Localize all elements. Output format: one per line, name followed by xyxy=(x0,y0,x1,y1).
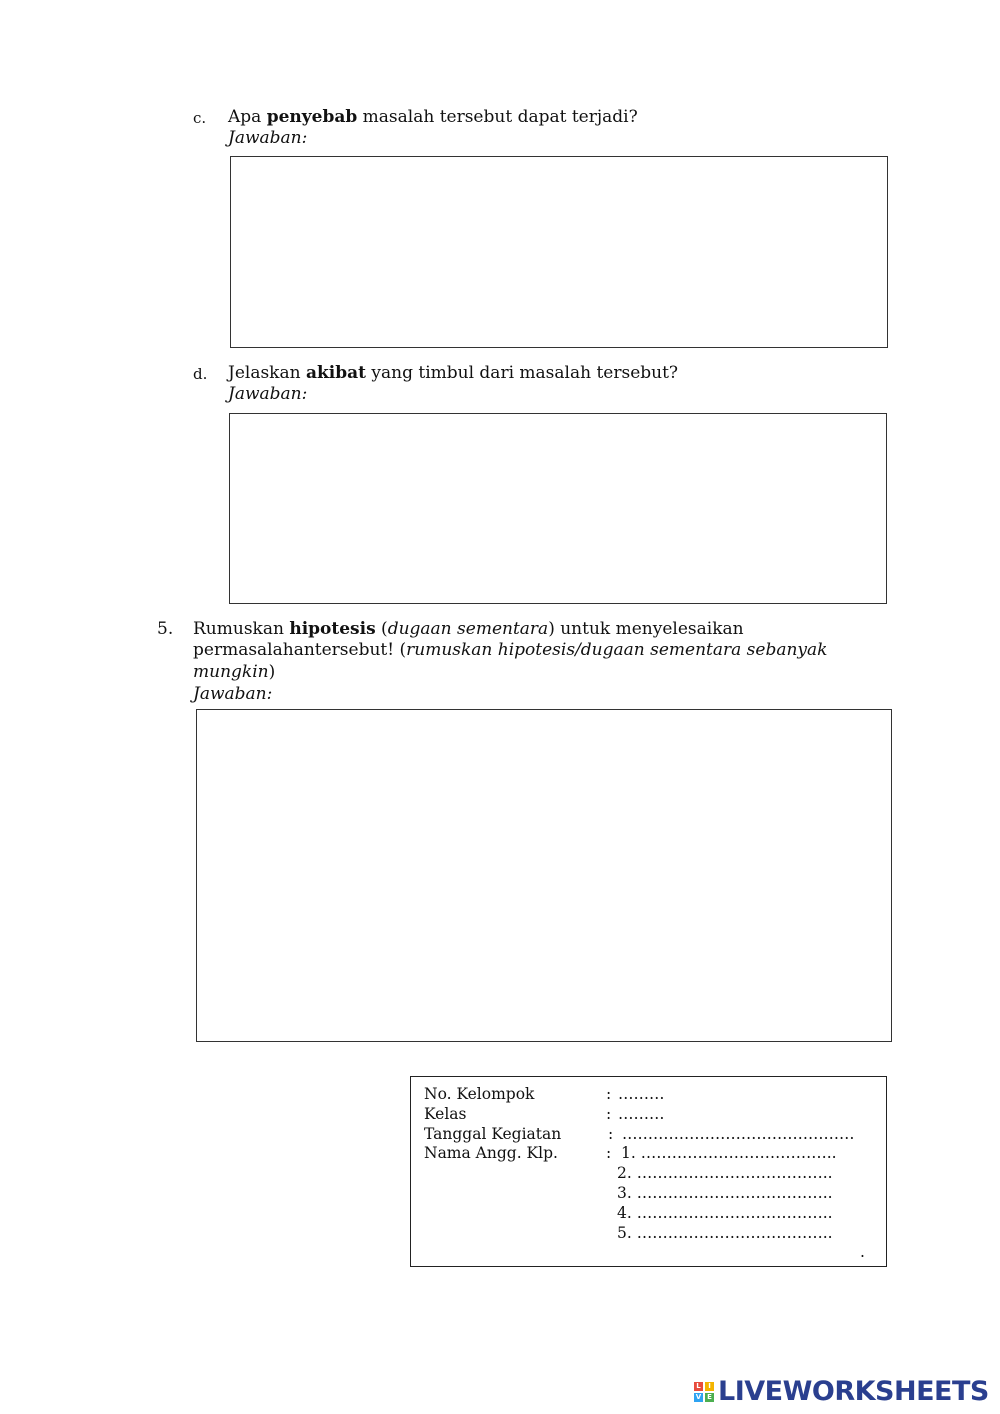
question-5-keyword: hipotesis xyxy=(289,619,376,639)
question-5-line3-italic: mungkin xyxy=(193,662,269,682)
question-5-answer-label: Jawaban: xyxy=(193,684,273,704)
logo-tile-e: E xyxy=(705,1393,714,1402)
question-d-marker: d. xyxy=(193,365,208,383)
info-colon-activity-date: : xyxy=(608,1125,614,1143)
member-line-3[interactable]: 3. ……………………………….. xyxy=(617,1184,833,1202)
info-label-activity-date: Tanggal Kegiatan xyxy=(424,1125,562,1143)
question-5-italic-1: dugaan sementara xyxy=(387,619,549,639)
logo-tile-i: I xyxy=(705,1382,714,1391)
logo-text: LIVEWORKSHEETS xyxy=(718,1376,989,1407)
question-d-text xyxy=(228,363,678,384)
answer-box-5[interactable] xyxy=(196,709,892,1042)
info-colon-members: : xyxy=(606,1144,612,1162)
question-c-marker: c. xyxy=(193,109,207,127)
info-label-members: Nama Angg. Klp. xyxy=(424,1144,558,1162)
answer-box-d[interactable] xyxy=(229,413,887,604)
info-label-group-number: No. Kelompok xyxy=(424,1085,535,1103)
question-d-pre: Jelaskan xyxy=(228,363,306,383)
question-5-mid: ) untuk menyelesaikan xyxy=(548,619,744,639)
question-5-line-3 xyxy=(193,662,275,683)
info-colon-class: : xyxy=(606,1105,612,1123)
info-value-class[interactable]: ……… xyxy=(618,1105,665,1123)
logo-tile-v: V xyxy=(695,1392,702,1401)
question-c-keyword: penyebab xyxy=(266,107,358,127)
question-5-paren-open: ( xyxy=(375,619,388,639)
info-label-class: Kelas xyxy=(424,1105,467,1123)
member-line-1[interactable]: 1. ……………………………….. xyxy=(621,1144,837,1162)
question-5-pre: Rumuskan xyxy=(193,619,290,639)
liveworksheets-logo xyxy=(694,1376,989,1407)
logo-tile-l: L xyxy=(694,1382,703,1391)
question-5-line3-post: ) xyxy=(268,662,276,682)
member-line-2[interactable]: 2. ……………………………….. xyxy=(617,1164,833,1182)
info-value-activity-date[interactable]: ……………………………………… xyxy=(622,1125,855,1143)
logo-icon xyxy=(694,1382,714,1402)
question-d-keyword: akibat xyxy=(305,363,366,383)
question-5-italic-2: rumuskan hipotesis/dugaan sementara sebanyak xyxy=(406,640,828,660)
question-c-post: masalah tersebut dapat terjadi? xyxy=(357,107,638,127)
info-colon-group-number: : xyxy=(606,1085,612,1103)
question-5-line-1 xyxy=(193,619,744,640)
question-5-marker: 5. xyxy=(157,619,174,639)
answer-box-c[interactable] xyxy=(230,156,888,348)
group-info-box xyxy=(410,1076,887,1267)
question-d-post: yang timbul dari masalah tersebut? xyxy=(365,363,679,383)
question-5-line-2 xyxy=(193,640,827,661)
question-c-pre: Apa xyxy=(228,107,267,127)
question-d-answer-label: Jawaban: xyxy=(228,384,308,404)
member-line-4[interactable]: 4. ……………………………….. xyxy=(617,1204,833,1222)
question-5-line2-pre: permasalahantersebut! ( xyxy=(193,640,407,660)
info-value-group-number[interactable]: ……… xyxy=(618,1085,665,1103)
question-c-answer-label: Jawaban: xyxy=(228,128,308,148)
member-line-5[interactable]: 5. ……………………………….. xyxy=(617,1224,833,1242)
info-trailing-dot: . xyxy=(860,1243,865,1261)
question-c-text xyxy=(228,107,638,128)
